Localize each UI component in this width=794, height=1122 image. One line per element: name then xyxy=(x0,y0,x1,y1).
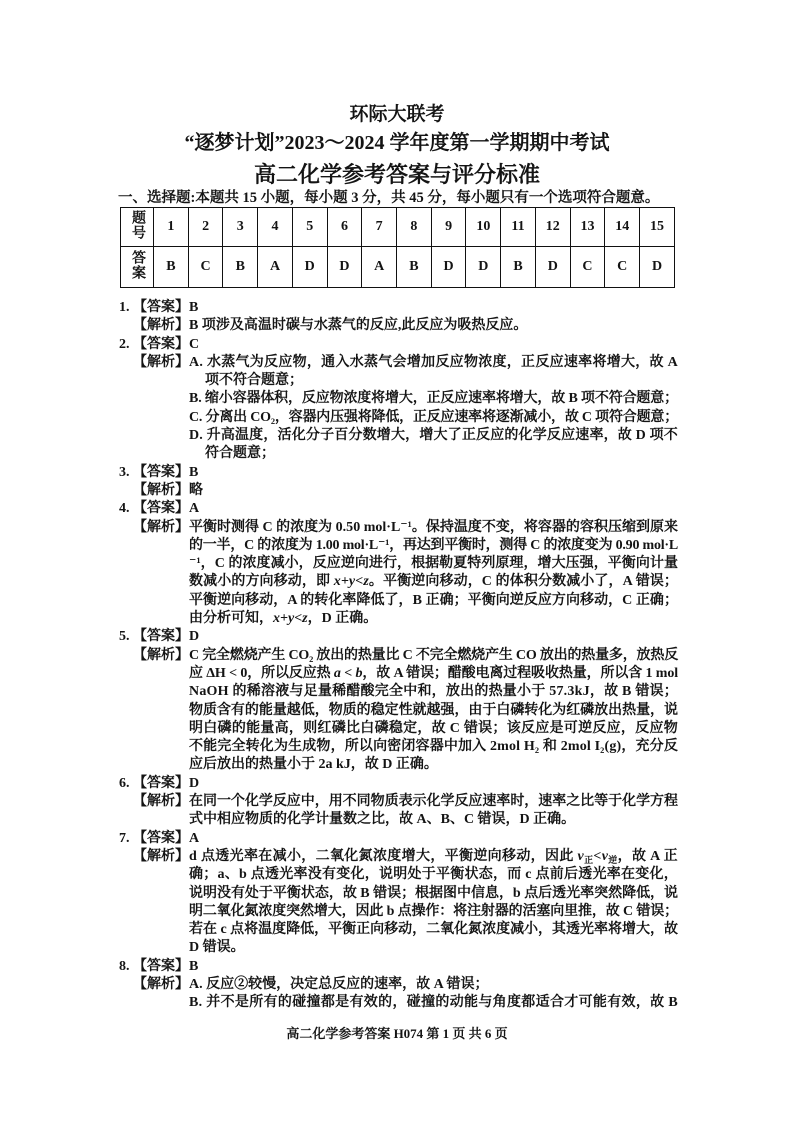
analysis-label: 【解析】 xyxy=(133,354,189,370)
analysis-text: 若在 c 点将温度降低，平衡正向移动，二氧化氮浓度减小，其透光率将增大，故 xyxy=(189,922,678,938)
question-number-cell: 1 xyxy=(154,208,189,247)
analysis-line xyxy=(0,903,794,921)
question-number-cell: 8 xyxy=(397,208,432,247)
analysis-text: ⁻¹，C 的浓度减小，反应逆向进行，根据勒夏特列原理，增大压强，平衡向计量 xyxy=(189,556,679,572)
question-number-cell: 9 xyxy=(431,208,466,247)
analysis-text: 物质含有的能量越低，物质的稳定性就越强，由于白磷转化为红磷放出热量，说 xyxy=(189,702,678,718)
answer-line xyxy=(0,628,794,646)
answer-value: A xyxy=(189,501,200,517)
answer-cell: B xyxy=(397,247,432,288)
analysis-line xyxy=(0,647,794,665)
answer-cell: B xyxy=(223,247,258,288)
answer-label: 【答案】 xyxy=(133,629,189,645)
math-expression: x+y<z xyxy=(273,611,308,627)
question-number-cell: 2 xyxy=(188,208,223,247)
answer-value: B xyxy=(189,464,199,480)
analysis-text: 略 xyxy=(189,482,203,498)
analysis-label: 【解析】 xyxy=(133,482,189,498)
analysis-line xyxy=(0,409,794,427)
question-item xyxy=(0,958,794,1013)
analysis-line xyxy=(0,354,794,372)
analysis-text: B. 并不是所有的碰撞都是有效的，碰撞的动能与角度都适合才可能有效，故 B xyxy=(189,995,678,1011)
row-header-number xyxy=(121,208,154,247)
analysis-text: 式中相应物质的化学计量数之比，故 A、B、C 错误，D 正确。 xyxy=(189,812,576,828)
analysis-line xyxy=(0,720,794,738)
answer-label: 【答案】 xyxy=(133,336,189,352)
analysis-text: NaOH 的稀溶液与足量稀醋酸完全中和，放出的热量小于 57.3kJ，故 B 错误； xyxy=(189,684,679,700)
answer-row xyxy=(121,247,675,288)
answer-label: 【答案】 xyxy=(133,775,189,791)
analysis-line xyxy=(0,555,794,573)
answer-cell: D xyxy=(466,247,501,288)
row-header-answer xyxy=(121,247,154,288)
answer-label: 【答案】 xyxy=(133,300,189,315)
analysis-line xyxy=(0,482,794,500)
analysis-text: C 完全燃烧产生 CO₂ 放出的热量比 C 不完全燃烧产生 CO 放出的热量多，放热反 xyxy=(189,647,679,663)
section-heading: 一、选择题:本题共 15 小题，每小题 3 分，共 45 分，每小题只有一个选项符合题意。 xyxy=(118,190,660,206)
answer-table-body xyxy=(121,208,675,288)
question-number-cell: 7 xyxy=(362,208,397,247)
analysis-label: 【解析】 xyxy=(133,647,189,663)
analysis-label: 【解析】 xyxy=(133,848,189,864)
analysis-text: B 项涉及高温时碳与水蒸气的反应,此反应为吸热反应。 xyxy=(189,318,528,334)
answer-line xyxy=(0,464,794,482)
analysis-line xyxy=(0,921,794,939)
answer-value: C xyxy=(189,336,200,352)
answer-line xyxy=(0,958,794,976)
analysis-line xyxy=(0,592,794,610)
analysis-line xyxy=(0,427,794,445)
rate-symbol: v xyxy=(601,848,609,864)
rate-subscript: 逆 xyxy=(608,854,618,865)
analysis-text: 应后放出的热量小于 2a kJ，故 D 正确。 xyxy=(189,757,438,773)
row-header-label: 题号 xyxy=(130,209,145,240)
answer-cell: B xyxy=(501,247,536,288)
analysis-text: A. 水蒸气为反应物，通入水蒸气会增加反应物浓度，正反应速率将增大，故 A xyxy=(189,354,679,370)
analysis-line xyxy=(0,537,794,555)
analysis-line xyxy=(0,702,794,720)
analysis-text: 说明没有处于平衡状态，故 B 错误；根据图中信息，b 点后透光率突然降低，说 xyxy=(189,885,679,901)
question-item xyxy=(0,628,794,774)
question-number: 8. xyxy=(119,958,130,974)
analysis-label: 【解析】 xyxy=(133,976,189,992)
analysis-line xyxy=(0,519,794,537)
question-item xyxy=(0,464,794,501)
question-number-cell: 13 xyxy=(570,208,605,247)
analysis-text: 应 ΔH < 0，所以反应热 a < b，故 A 错误；醋酸电离过程吸收热量，所以含 1 mol xyxy=(189,665,678,681)
page-footer: 高二化学参考答案 H074 第 1 页 共 6 页 xyxy=(286,1026,508,1041)
analysis-text: d 点透光率在减小，二氧化氮浓度增大，平衡逆向移动，因此 $v_正<v_逆$，故 A 正 xyxy=(189,848,678,865)
organizer-title: 环际大联考 xyxy=(349,104,445,125)
analysis-text: 在同一个化学反应中，用不同物质表示化学反应速率时，速率之比等于化学方程 xyxy=(189,794,678,810)
question-number: 1. xyxy=(119,300,130,315)
question-number-cell: 4 xyxy=(258,208,293,247)
answer-key-table xyxy=(120,207,675,288)
question-number-cell: 15 xyxy=(640,208,675,247)
analysis-line xyxy=(0,683,794,701)
analysis-line xyxy=(0,885,794,903)
analysis-label: 【解析】 xyxy=(133,519,189,535)
analysis-line xyxy=(0,573,794,591)
question-analysis-list xyxy=(0,299,794,1013)
analysis-text: 项不符合题意； xyxy=(205,373,303,389)
answer-label: 【答案】 xyxy=(133,501,189,517)
question-number-cell: 5 xyxy=(292,208,327,247)
analysis-text: 平衡逆向移动，A 的转化率降低了，B 正确；平衡向逆反应方向移动，C 正确； xyxy=(189,592,678,608)
analysis-text: 符合题意； xyxy=(205,446,275,462)
answer-line xyxy=(0,299,794,317)
analysis-text: 由分析可知，x+y<z，D 正确。 xyxy=(189,611,378,627)
answer-line xyxy=(0,830,794,848)
rate-symbol: v xyxy=(577,848,585,864)
analysis-label: 【解析】 xyxy=(133,318,189,334)
question-item xyxy=(0,775,794,830)
answer-value: D xyxy=(189,775,200,791)
question-number: 2. xyxy=(119,336,130,352)
answer-value: B xyxy=(189,958,199,974)
answer-line xyxy=(0,775,794,793)
answer-value: D xyxy=(189,629,200,645)
analysis-line xyxy=(0,445,794,463)
analysis-line xyxy=(0,976,794,994)
document-title: 高二化学参考答案与评分标准 xyxy=(253,162,540,187)
rate-subscript: 正 xyxy=(584,854,594,865)
analysis-text: 数减小的方向移动，即 x+y<z。平衡逆向移动，C 的体积分数减小了，A 错误； xyxy=(189,574,679,590)
answer-cell: B xyxy=(154,247,189,288)
question-item xyxy=(0,336,794,464)
exam-title: “逐梦计划”2023～2024 学年度第一学期期中考试 xyxy=(184,132,610,154)
analysis-line xyxy=(0,811,794,829)
question-number: 5. xyxy=(119,629,130,645)
answer-label: 【答案】 xyxy=(133,464,189,480)
analysis-text: A. 反应②较慢，决定总反应的速率，故 A 错误； xyxy=(189,976,489,992)
analysis-line xyxy=(0,372,794,390)
question-number-cell: 11 xyxy=(501,208,536,247)
analysis-line xyxy=(0,665,794,683)
analysis-text: 平衡时测得 C 的浓度为 0.50 mol·L⁻¹。保持温度不变，将容器的容积压缩到原来 xyxy=(189,519,678,535)
analysis-text: 的一半，C 的浓度为 1.00 mol·L⁻¹，再达到平衡时，测得 C 的浓度变为 0.90 mol·L xyxy=(189,537,678,553)
question-item xyxy=(0,299,794,336)
analysis-line xyxy=(0,390,794,408)
answer-label: 【答案】 xyxy=(133,830,189,846)
question-number-cell: 3 xyxy=(223,208,258,247)
question-item xyxy=(0,500,794,628)
answer-cell: C xyxy=(605,247,640,288)
analysis-line xyxy=(0,738,794,756)
answer-line xyxy=(0,336,794,354)
analysis-line xyxy=(0,317,794,335)
question-number-row xyxy=(121,208,675,247)
question-number: 4. xyxy=(119,501,130,517)
question-item xyxy=(0,830,794,958)
analysis-line xyxy=(0,610,794,628)
analysis-line xyxy=(0,939,794,957)
analysis-line xyxy=(0,866,794,884)
analysis-text: 确；a、b 点透光率没有变化，说明处于平衡状态，而 c 点前后透光率在变化， xyxy=(189,867,678,883)
answer-value: B xyxy=(189,300,199,315)
question-number-cell: 14 xyxy=(605,208,640,247)
analysis-line xyxy=(0,756,794,774)
analysis-text: 明白磷的能量高，则红磷比白磷稳定，故 C 错误；该反应是可逆反应，反应物 xyxy=(189,720,679,736)
analysis-label: 【解析】 xyxy=(133,794,189,810)
answer-cell: D xyxy=(535,247,570,288)
analysis-line xyxy=(0,994,794,1012)
analysis-text: B. 缩小容器体积，反应物浓度将增大，正反应速率将增大，故 B 项不符合题意； xyxy=(189,391,678,407)
answer-cell: A xyxy=(362,247,397,288)
analysis-text: 明二氧化氮浓度突然增大，因此 b 点操作：将注射器的活塞向里推，故 C 错误； xyxy=(189,903,678,919)
answer-cell: C xyxy=(188,247,223,288)
question-number: 7. xyxy=(119,830,130,846)
question-number: 3. xyxy=(119,464,130,480)
analysis-text: D. 升高温度，活化分子百分数增大，增大了正反应的化学反应速率，故 D 项不 xyxy=(189,428,678,444)
question-number: 6. xyxy=(119,775,130,791)
analysis-text: C. 分离出 CO₂，容器内压强将降低，正反应速率将逐渐减小，故 C 项符合题意； xyxy=(189,409,679,425)
question-number-cell: 6 xyxy=(327,208,362,247)
analysis-text: D 错误。 xyxy=(189,940,245,956)
math-expression: a < b xyxy=(333,665,363,681)
answer-cell: D xyxy=(431,247,466,288)
analysis-line xyxy=(0,793,794,811)
answer-cell: C xyxy=(570,247,605,288)
analysis-line xyxy=(0,848,794,866)
answer-cell: A xyxy=(258,247,293,288)
answer-cell: D xyxy=(292,247,327,288)
answer-label: 【答案】 xyxy=(133,958,189,974)
answer-line xyxy=(0,500,794,518)
question-number-cell: 12 xyxy=(535,208,570,247)
row-header-label: 答案 xyxy=(130,249,145,280)
answer-cell: D xyxy=(327,247,362,288)
answer-value: A xyxy=(189,830,200,846)
question-number-cell: 10 xyxy=(466,208,501,247)
analysis-text: 不能完全转化为生成物，所以向密闭容器中加入 2mol H₂ 和 2mol I₂(g)，充分反 xyxy=(189,739,678,755)
answer-cell: D xyxy=(640,247,675,288)
math-expression: x+y<z xyxy=(333,574,369,590)
